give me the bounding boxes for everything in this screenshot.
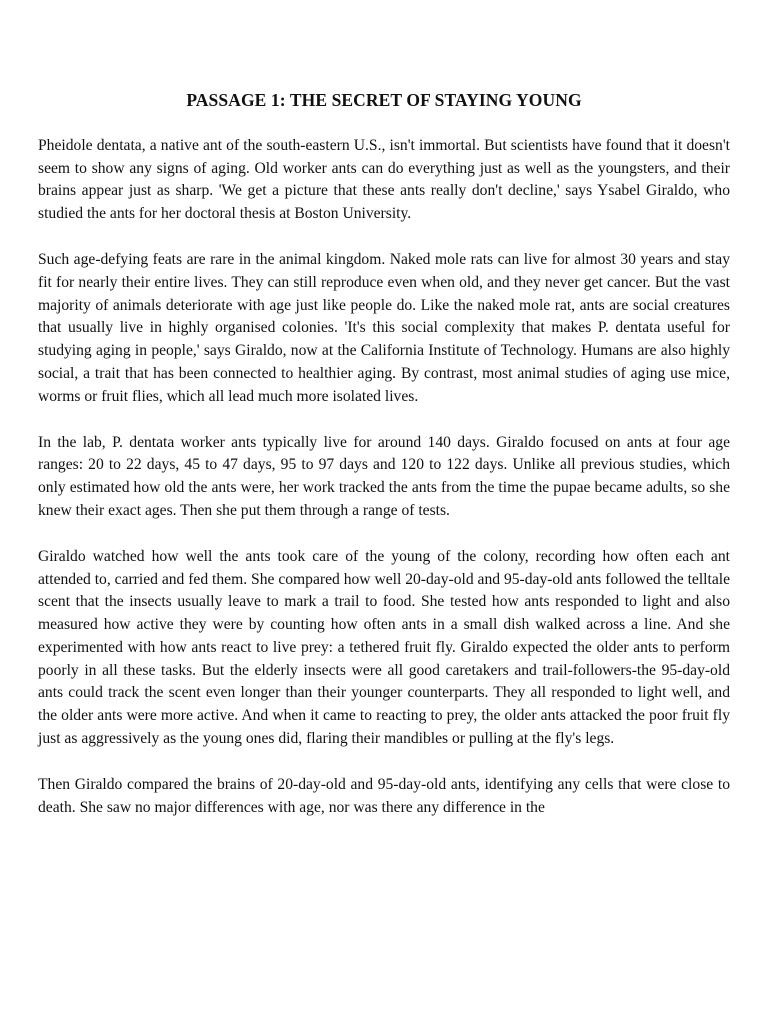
- paragraph-3: In the lab, P. dentata worker ants typically live for around 140 days. Giraldo focused on ants at four age ranges: 20 to 22 days, 45 to 47 days, 95 to 97 days and 120 to 122 days. Unlike all previous studies, which only estimated how old the ants were, her work tracked the ants from the time the pupae became adults, so she knew their exact ages. Then she put them through a range of tests.: [38, 433, 730, 519]
- paragraph-1: Pheidole dentata, a native ant of the south-eastern U.S., isn't immortal. But scientists have found that it doesn't seem to show any signs of aging. Old worker ants can do everything just as well as the youngsters, and their brains appear just as sharp. 'We get a picture that these ants really don't decline,' says Ysabel Giraldo, who studied the ants for her doctoral thesis at Boston University.: [38, 137, 730, 223]
- paragraph-5: Then Giraldo compared the brains of 20-day-old and 95-day-old ants, identifying any cells that were close to death. She saw no major differences with age, nor was there any difference in the: [38, 775, 730, 816]
- passage-title: PASSAGE 1: THE SECRET OF STAYING YOUNG: [186, 90, 582, 110]
- paragraph-2: Such age-defying feats are rare in the animal kingdom. Naked mole rats can live for almost 30 years and stay fit for nearly their entire lives. They can still reproduce even when old, and they never get cancer. But the vast majority of animals deteriorate with age just like people do. Like the naked mole rat, ants are social creatures that usually live in highly organised colonies. 'It's this social complexity that makes P. dentata useful for studying aging in people,' says Giraldo, now at the California Institute of Technology. Humans are also highly social, a trait that has been connected to healthier aging. By contrast, most animal studies of aging use mice, worms or fruit flies, which all lead much more isolated lives.: [38, 251, 730, 405]
- paragraph-4: Giraldo watched how well the ants took care of the young of the colony, recording how often each ant attended to, carried and fed them. She compared how well 20-day-old and 95-day-old ants followed the telltale scent that the insects usually leave to mark a trail to food. She tested how ants responded to light and also measured how active they were by counting how often ants in a small dish walked across a line. And she experimented with how ants react to live prey: a tethered fruit fly. Giraldo expected the older ants to perform poorly in all these tasks. But the elderly insects were all good caretakers and trail-followers-the 95-day-old ants could track the scent even longer than their younger counterparts. They all responded to light well, and the older ants were more active. And when it came to reacting to prey, the older ants attacked the poor fruit fly just as aggressively as the young ones did, flaring their mandibles or pulling at the fly's legs.: [38, 548, 730, 747]
- document-page: [38, 88, 730, 843]
